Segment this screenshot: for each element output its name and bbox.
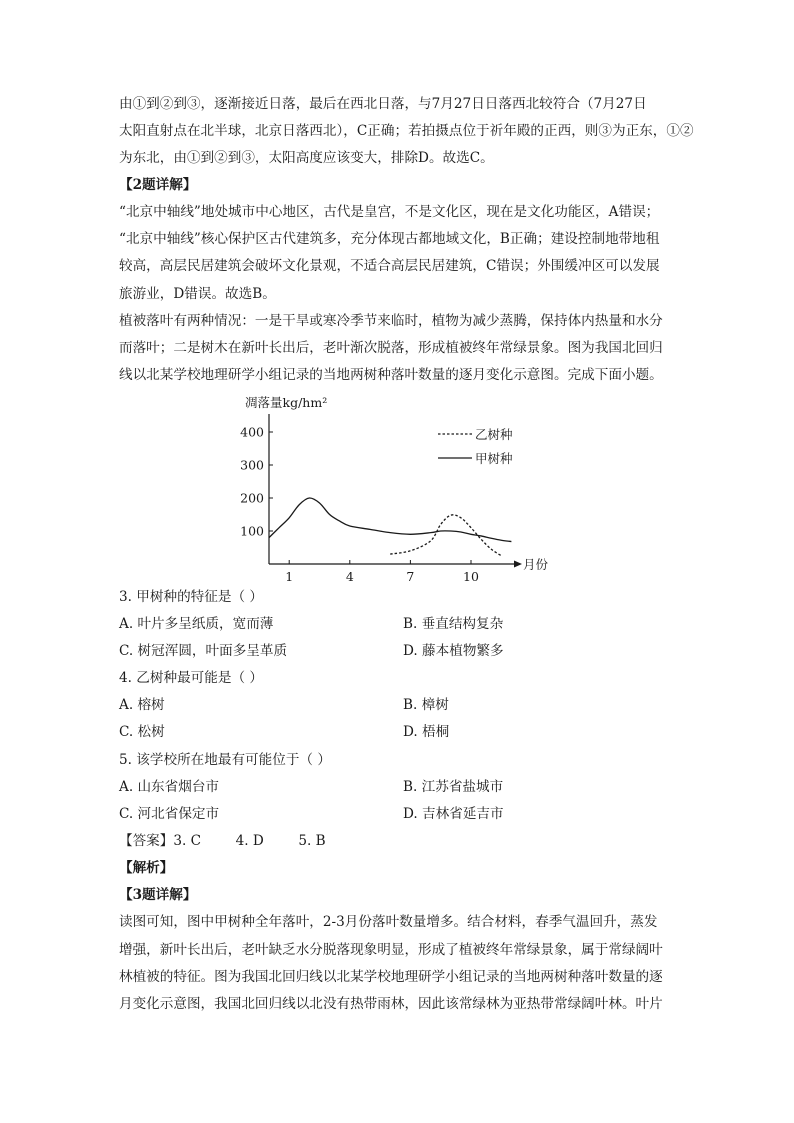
paragraph-line: 为东北，由①到②到③，太阳高度应该变大，排除D。故选C。: [119, 150, 494, 166]
paragraph-line: 读图可知，图中甲树种全年落叶，2-3月份落叶数量增多。结合材料，春季气温回升，蒸发: [119, 914, 658, 930]
option-4b: B. 樟树: [403, 697, 449, 713]
y-tick-label: 300: [240, 457, 264, 473]
y-tick-label: 100: [240, 523, 264, 539]
series-jia-line: [269, 498, 511, 542]
paragraph-line: 旅游业，D错误。故选B。: [119, 286, 276, 302]
section-header-q2: 【2题详解】: [119, 177, 197, 193]
answer-line: 【答案】3. C 4. D 5. B: [119, 833, 326, 849]
option-3a: A. 叶片多呈纸质，宽而薄: [119, 616, 274, 632]
leaf-fall-chart: [238, 392, 558, 582]
x-tick-label: 4: [345, 569, 354, 582]
y-axis-label: 凋落量kg/hm²: [245, 395, 328, 410]
paragraph-line: 林植被的特征。图为我国北回归线以北某学校地理研学小组记录的当地两树种落叶数量的逐: [119, 969, 663, 985]
option-4a: A. 榕树: [119, 697, 165, 713]
x-tick-label: 10: [463, 569, 479, 582]
intro-line: 植被落叶有两种情况：一是干旱或寒冷季节来临时，植物为减少蒸腾，保持体内热量和水分: [119, 313, 663, 329]
option-5b: B. 江苏省盐城市: [403, 779, 504, 795]
option-5c: C. 河北省保定市: [119, 806, 220, 822]
legend: [438, 427, 513, 466]
paragraph-line: “北京中轴线”核心保护区古代建筑多，充分体现古都地域文化，B正确；建设控制地带地租: [119, 231, 660, 247]
option-3c: C. 树冠浑圆，叶面多呈革质: [119, 643, 288, 659]
option-4c: C. 松树: [119, 724, 165, 740]
legend-label: 乙树种: [475, 427, 513, 442]
option-5d: D. 吉林省延吉市: [403, 806, 504, 822]
series-yi-line: [390, 515, 501, 556]
paragraph-line: 太阳直射点在北半球，北京日落西北），C正确；若拍摄点位于祈年殿的正西，则③为正东，①②: [119, 123, 694, 139]
paragraph-line: “北京中轴线”地处城市中心地区，古代是皇宫，不是文化区，现在是文化功能区，A错误；: [119, 204, 660, 220]
paragraph-line: 月变化示意图，我国北回归线以北没有热带雨林，因此该常绿林为亚热带常绿阔叶林。叶片: [119, 996, 663, 1012]
intro-line: 而落叶；二是树木在新叶长出后，老叶渐次脱落，形成植被终年常绿景象。图为我国北回归: [119, 340, 663, 356]
legend-label: 甲树种: [475, 451, 513, 466]
question-3-stem: 3. 甲树种的特征是（ ）: [119, 589, 263, 605]
y-tick-label: 400: [240, 424, 264, 440]
x-axis-arrow: [514, 561, 522, 568]
paragraph-line: 较高，高层民居建筑会破坏文化景观，不适合高层民居建筑，C错误；外围缓冲区可以发展: [119, 258, 660, 274]
option-4d: D. 梧桐: [403, 724, 450, 740]
option-5a: A. 山东省烟台市: [119, 779, 220, 795]
intro-line: 线以北某学校地理研学小组记录的当地两树种落叶数量的逐月变化示意图。完成下面小题。: [119, 367, 663, 383]
option-3d: D. 藤本植物繁多: [403, 643, 504, 659]
x-tick-label: 1: [285, 569, 294, 582]
question-4-stem: 4. 乙树种最可能是（ ）: [119, 670, 263, 686]
analysis-header: 【解析】: [119, 860, 174, 876]
x-axis-label: 月份: [523, 557, 549, 572]
x-tick-label: 7: [406, 569, 415, 582]
option-3b: B. 垂直结构复杂: [403, 616, 504, 632]
question-5-stem: 5. 该学校所在地最有可能位于（ ）: [119, 752, 331, 768]
y-tick-label: 200: [240, 490, 264, 506]
section-header-q3: 【3题详解】: [119, 887, 197, 903]
paragraph-line: 由①到②到③，逐渐接近日落，最后在西北日落，与7月27日日落西北较符合（7月27日: [119, 96, 647, 112]
paragraph-line: 增强，新叶长出后，老叶缺乏水分脱落现象明显，形成了植被终年常绿景象，属于常绿阔叶: [119, 942, 663, 958]
